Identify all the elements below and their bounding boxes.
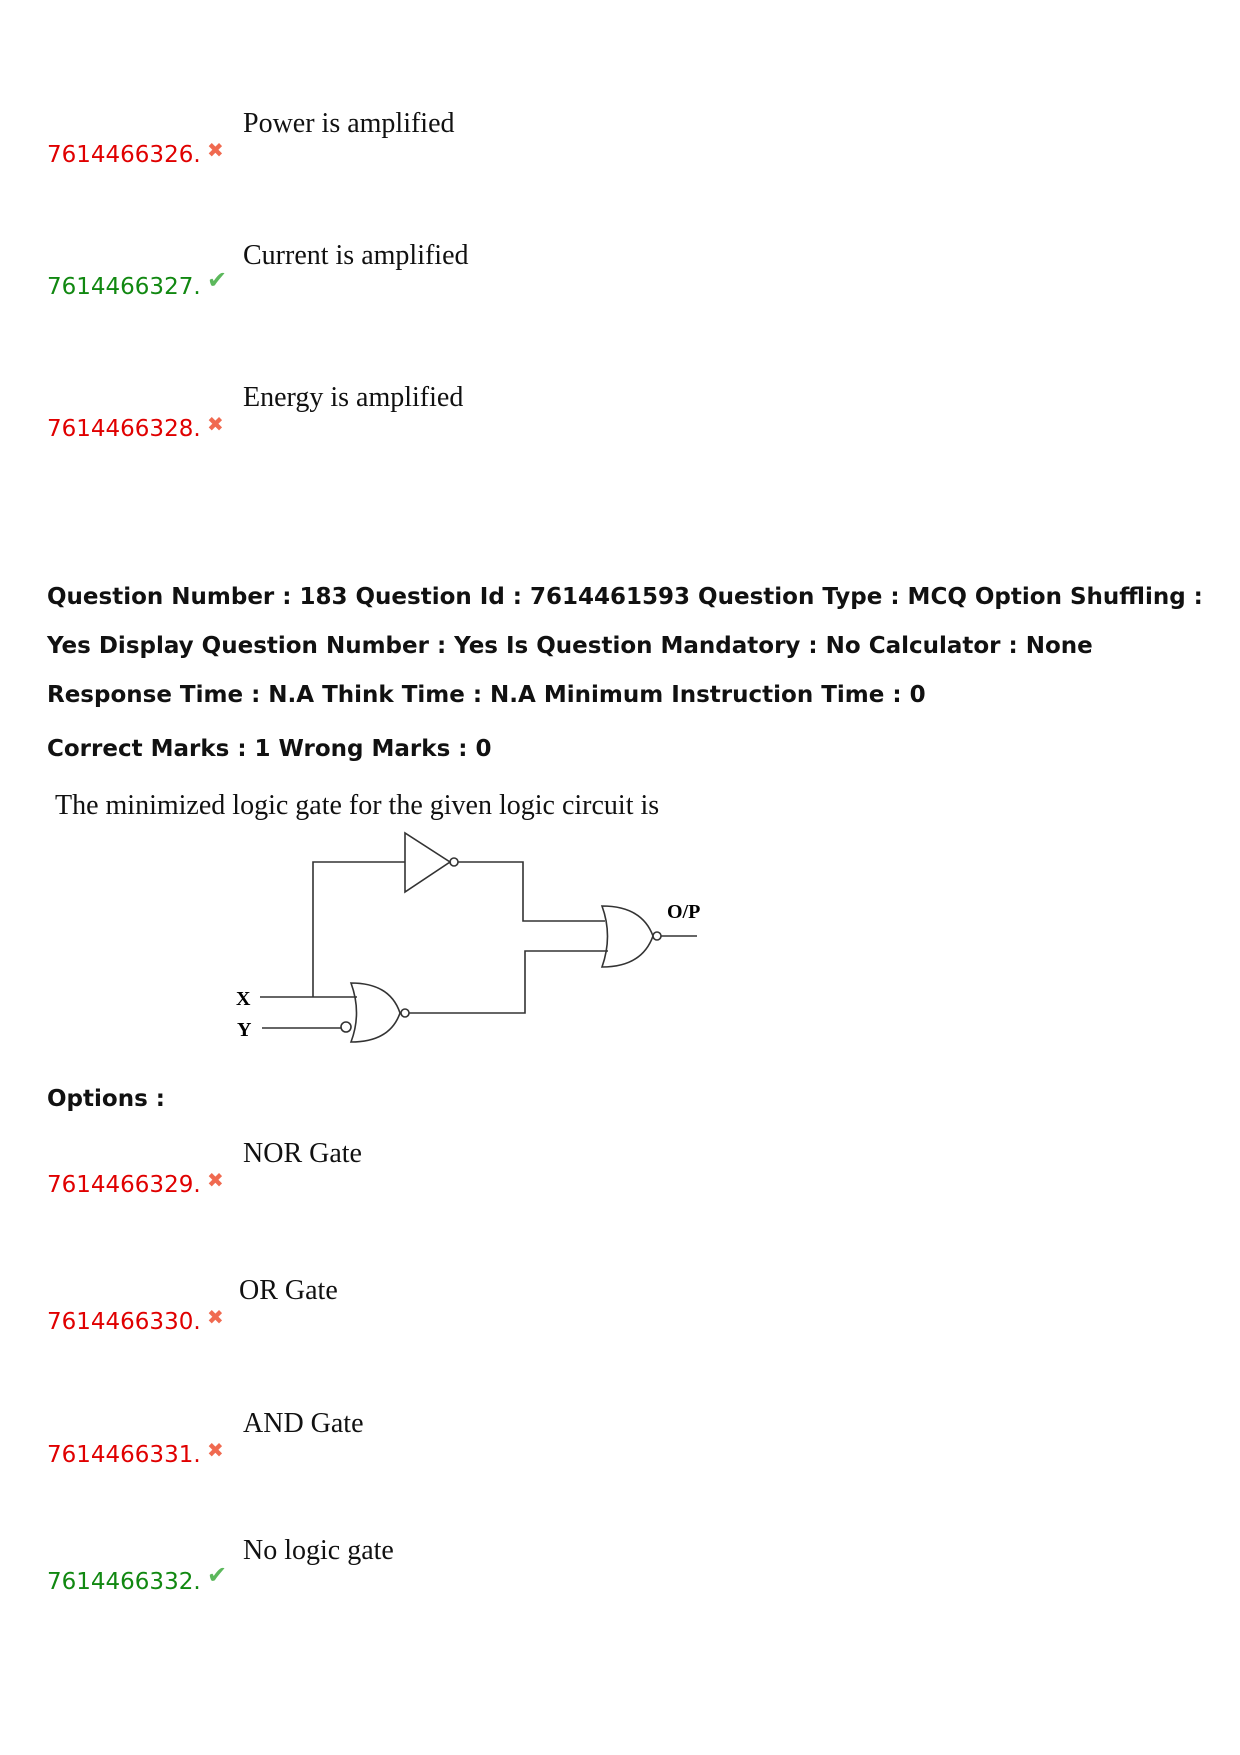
option-id: 7614466329. [47,1172,201,1198]
options-label: Options : [47,1086,165,1112]
option-row [47,1408,747,1468]
output-label: O/P [667,901,701,923]
option-text: Current is amplified [243,240,469,271]
input-x-label: X [236,988,251,1010]
input-y-label: Y [237,1019,252,1041]
option-text: NOR Gate [243,1138,362,1169]
option-id: 7614466330. [47,1309,201,1335]
cross-icon: ✖ [207,1305,224,1329]
option-text: Energy is amplified [243,382,464,413]
cross-icon: ✖ [207,1168,224,1192]
check-icon: ✔ [207,1561,228,1589]
check-icon: ✔ [207,266,228,294]
option-text: OR Gate [239,1275,338,1306]
option-id: 7614466327. [47,274,201,300]
option-row [47,382,747,442]
option-row [47,1138,747,1198]
option-text: Power is amplified [243,108,455,139]
cross-icon: ✖ [207,412,224,436]
cross-icon: ✖ [207,1438,224,1462]
option-row [47,1275,747,1335]
option-id: 7614466331. [47,1442,201,1468]
option-id: 7614466326. [47,142,201,168]
question-meta: Question Number : 183 Question Id : 7614461593 Question Type : MCQ Option Shuffling : Yes Display Question Number : Yes Is Question Mandatory : No Calculator : None Response Time : N.A Think Time : N.A Minimum Instruction Time : 0 [47,584,1203,708]
option-row [47,240,747,300]
option-row [47,108,747,168]
option-id: 7614466328. [47,416,201,442]
logic-circuit-diagram [200,820,820,1070]
cross-icon: ✖ [207,138,224,162]
question-marks: Correct Marks : 1 Wrong Marks : 0 [47,736,492,762]
option-text: AND Gate [243,1408,364,1439]
option-text: No logic gate [243,1535,394,1566]
question-text: The minimized logic gate for the given logic circuit is [55,790,660,821]
option-row [47,1535,747,1595]
option-id: 7614466332. [47,1569,201,1595]
